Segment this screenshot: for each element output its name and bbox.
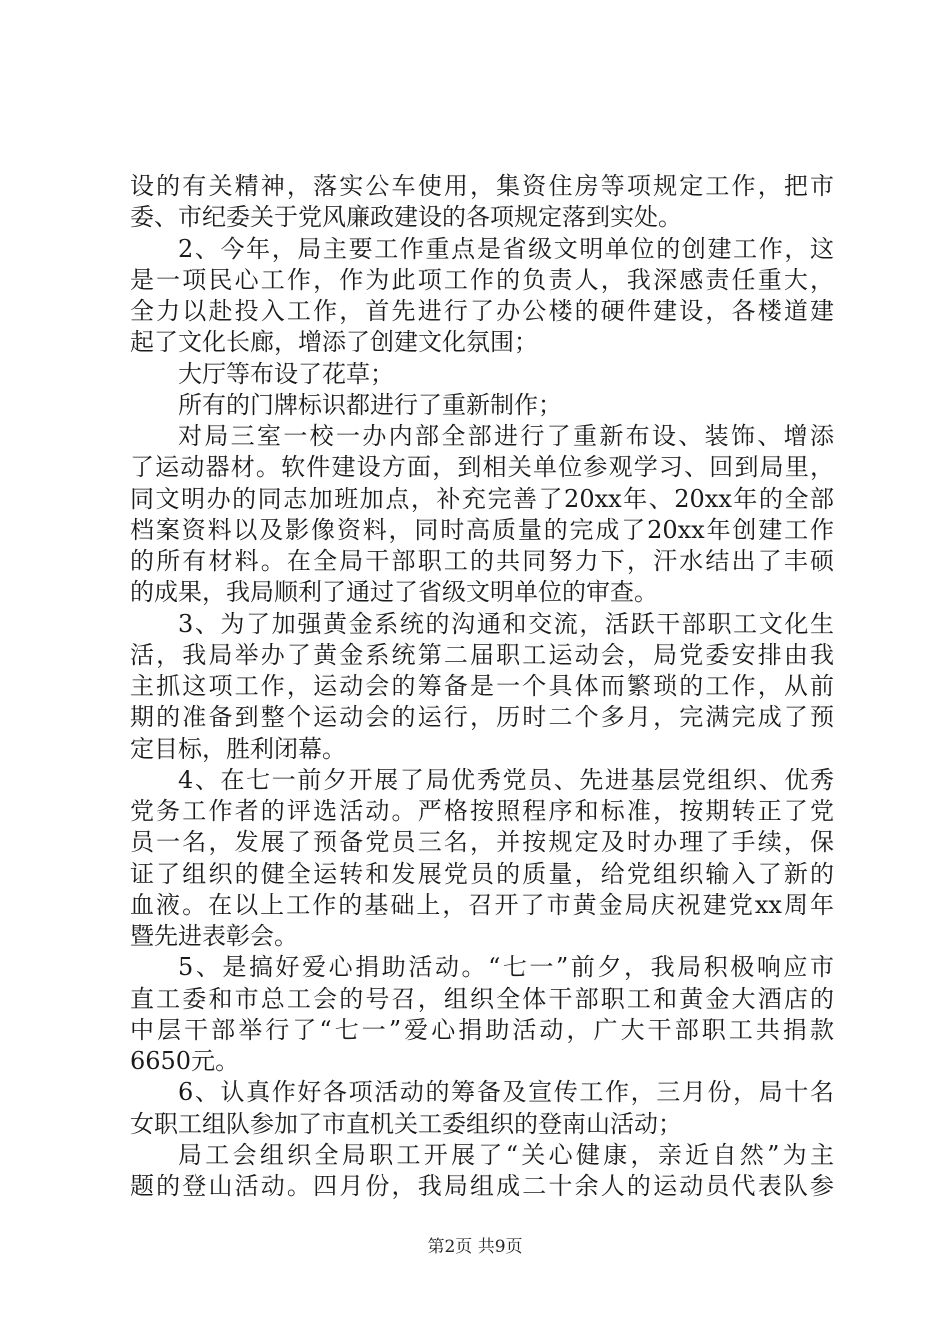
text-line: 委、市纪委关于党风廉政建设的各项规定落到实处。: [130, 203, 682, 232]
text-line: 4、在七一前夕开展了局优秀党员、先进基层党组织、优秀: [178, 765, 834, 794]
text-line: 大厅等布设了花草；: [178, 359, 394, 388]
text-line: 6650元。: [130, 1047, 240, 1075]
text-line: 女职工组队参加了市直机关工委组织的登南山活动；: [130, 1109, 682, 1138]
text-line: 3、为了加强黄金系统的沟通和交流，活跃干部职工文化生: [178, 609, 834, 638]
text-line: 6、认真作好各项活动的筹备及宣传工作，三月份，局十名: [178, 1078, 834, 1107]
text-line: 设的有关精神，落实公车使用，集资住房等项规定工作，把市: [130, 172, 834, 200]
text-line: 的所有材料。在全局干部职工的共同努力下，汗水结出了丰硕: [130, 547, 834, 575]
text-line: 暨先进表彰会。: [130, 922, 298, 950]
text-line: 党务工作者的评选活动。严格按照程序和标准，按期转正了党: [130, 797, 834, 825]
text-line: 的成果，我局顺利了通过了省级文明单位的审查。: [130, 578, 658, 607]
text-line: 局工会组织全局职工开展了“关心健康，亲近自然”为主: [178, 1140, 834, 1169]
text-line: 全力以赴投入工作，首先进行了办公楼的硬件建设，各楼道建: [130, 297, 834, 325]
text-line: 档案资料以及影像资料，同时高质量的完成了20xx年创建工作: [130, 515, 834, 544]
text-line: 主抓这项工作，运动会的筹备是一个具体而繁琐的工作，从前: [130, 672, 834, 700]
text-line: 期的准备到整个运动会的运行，历时二个多月，完满完成了预: [130, 703, 834, 732]
text-line: 5、是搞好爱心捐助活动。“七一”前夕，我局积极响应市: [178, 953, 834, 982]
text-line: 证了组织的健全运转和发展党员的质量，给党组织输入了新的: [130, 859, 834, 888]
text-line: 员一名，发展了预备党员三名，并按规定及时办理了手续，保: [130, 828, 834, 857]
text-line: 起了文化长廊，增添了创建文化氛围；: [130, 328, 538, 357]
text-line: 2、今年，局主要工作重点是省级文明单位的创建工作，这: [178, 234, 834, 263]
text-line: 活，我局举办了黄金系统第二届职工运动会，局党委安排由我: [130, 640, 834, 669]
page-footer: 第2页 共9页: [427, 1237, 523, 1257]
text-line: 直工委和市总工会的号召，组织全体干部职工和黄金大酒店的: [130, 984, 834, 1013]
text-line: 同文明办的同志加班加点，补充完善了20xx年、20xx年的全部: [130, 484, 834, 513]
text-line: 血液。在以上工作的基础上，召开了市黄金局庆祝建党xx周年: [130, 890, 834, 919]
text-line: 中层干部举行了“七一”爱心捐助活动，广大干部职工共捐款: [130, 1015, 834, 1044]
text-line: 对局三室一校一办内部全部进行了重新布设、装饰、增添: [178, 422, 834, 450]
document-body: [130, 171, 834, 1202]
text-line: 题的登山活动。四月份，我局组成二十余人的运动员代表队参: [130, 1172, 834, 1200]
text-line: 了运动器材。软件建设方面，到相关单位参观学习、回到局里，: [130, 453, 834, 482]
text-line: 定目标，胜利闭幕。: [130, 734, 346, 763]
text-line: 是一项民心工作，作为此项工作的负责人，我深感责任重大，: [130, 265, 834, 294]
text-line: 所有的门牌标识都进行了重新制作；: [178, 390, 562, 419]
